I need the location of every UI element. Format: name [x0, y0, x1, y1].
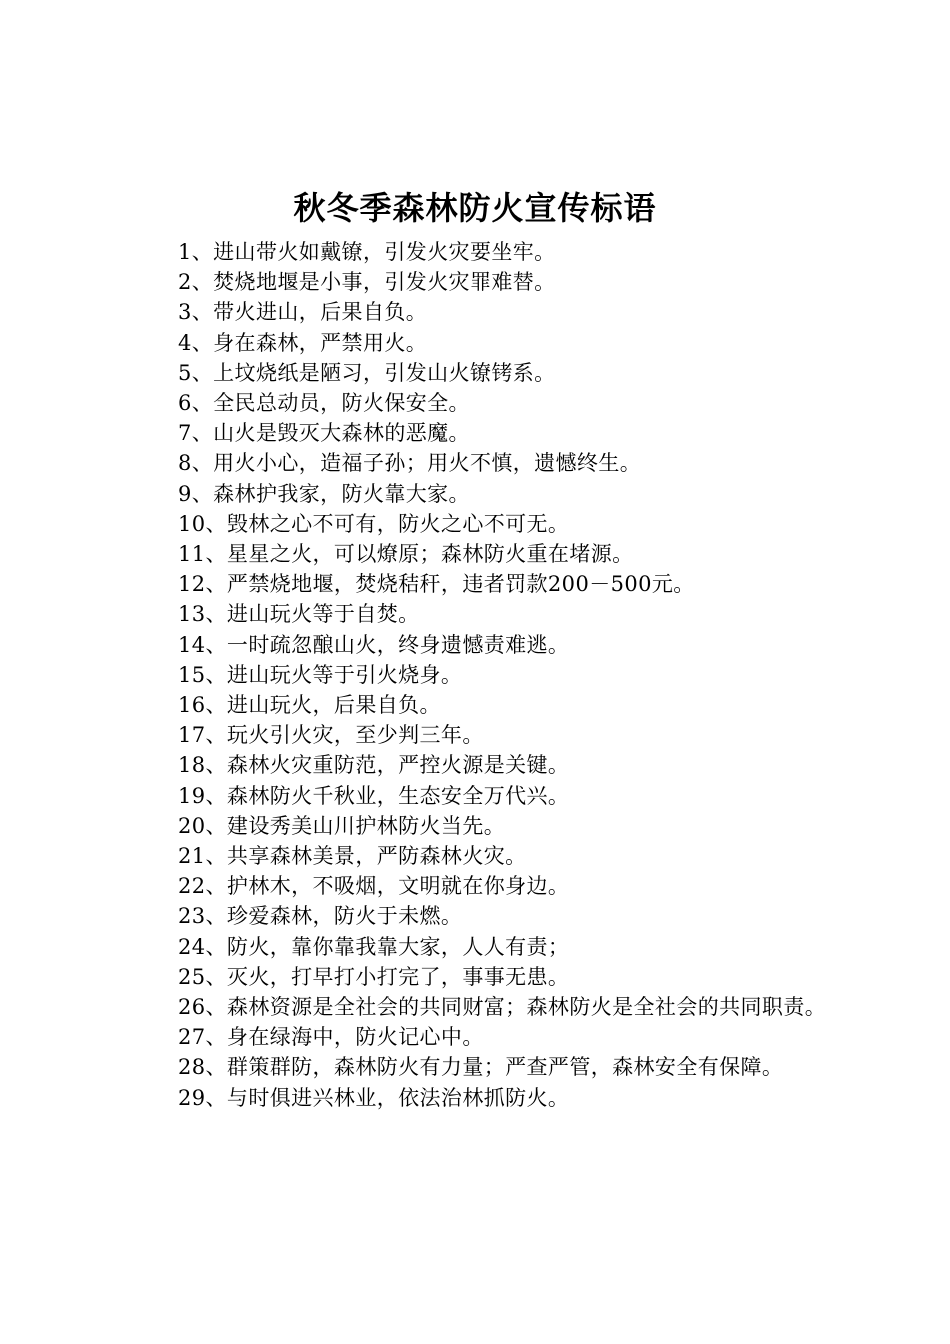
- slogan-item: 10、毁林之心不可有，防火之心不可无。: [178, 511, 570, 536]
- slogan-item: 12、严禁烧地堰，焚烧秸秆，违者罚款200－500元。: [178, 572, 695, 597]
- slogan-item: 21、共享森林美景，严防森林火灾。: [178, 844, 527, 869]
- slogan-item: 25、灭火，打早打小打完了，事事无患。: [178, 964, 570, 989]
- slogan-item: 29、与时俱进兴林业，依法治林抓防火。: [178, 1085, 570, 1110]
- slogan-item: 2、焚烧地堰是小事，引发火灾罪难替。: [178, 270, 556, 295]
- slogan-item: 13、进山玩火等于自焚。: [178, 602, 420, 627]
- document-title: 秋冬季森林防火宣传标语: [293, 189, 657, 227]
- slogan-list: [130, 237, 834, 1113]
- slogan-item: 19、森林防火千秋业，生态安全万代兴。: [178, 783, 570, 808]
- slogan-item: 11、星星之火，可以燎原；森林防火重在堵源。: [178, 542, 634, 567]
- slogan-item: 15、进山玩火等于引火烧身。: [178, 662, 463, 687]
- slogan-item: 26、森林资源是全社会的共同财富；森林防火是全社会的共同职责。: [178, 995, 827, 1020]
- slogan-item: 17、玩火引火灾，至少判三年。: [178, 723, 484, 748]
- slogan-item: 14、一时疏忽酿山火，终身遗憾责难逃。: [178, 632, 570, 657]
- slogan-item: 24、防火，靠你靠我靠大家，人人有责；: [178, 934, 570, 959]
- slogan-item: 5、上坟烧纸是陋习，引发山火镣铐系。: [178, 360, 556, 385]
- slogan-item: 23、珍爱森林，防火于未燃。: [178, 904, 463, 929]
- slogan-item: 20、建设秀美山川护林防火当先。: [178, 813, 506, 838]
- slogan-item: 7、山火是毁灭大森林的恶魔。: [178, 421, 470, 446]
- slogan-item: 8、用火小心，造福子孙；用火不慎，遗憾终生。: [178, 451, 642, 476]
- slogan-item: 1、进山带火如戴镣，引发火灾要坐牢。: [178, 240, 556, 264]
- slogan-item: 22、护林木，不吸烟，文明就在你身边。: [178, 874, 570, 899]
- slogan-item: 16、进山玩火，后果自负。: [178, 693, 441, 718]
- slogan-item: 28、群策群防，森林防火有力量；严查严管，森林安全有保障。: [178, 1055, 784, 1080]
- slogan-item: 3、带火进山，后果自负。: [178, 300, 428, 325]
- slogan-item: 9、森林护我家，防火靠大家。: [178, 481, 470, 506]
- slogan-item: 18、森林火灾重防范，严控火源是关键。: [178, 753, 570, 778]
- slogan-item: 4、身在森林，严禁用火。: [178, 330, 428, 355]
- slogan-item: 6、全民总动员，防火保安全。: [178, 391, 470, 416]
- slogan-item: 27、身在绿海中，防火记心中。: [178, 1025, 484, 1050]
